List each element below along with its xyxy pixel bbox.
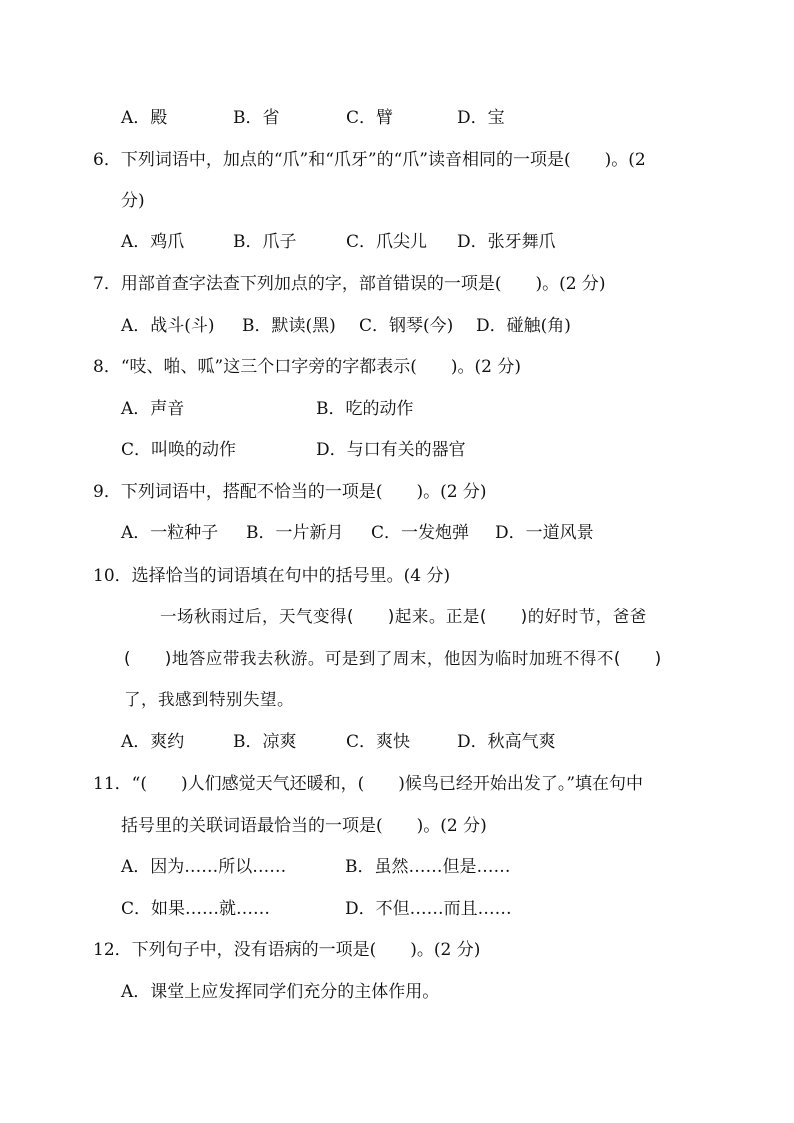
q8-stem: 8．“吱、啪、呱”这三个口字旁的字都表示( )。(2 分) (93, 357, 521, 377)
q8-option-c: C．叫唤的动作 (121, 440, 237, 460)
q12-stem: 12．下列句子中，没有语病的一项是( )。(2 分) (93, 940, 481, 960)
q6-stem-line2: 分) (121, 191, 145, 211)
q10-passage-line3: 了，我感到特别失望。 (124, 690, 294, 709)
q9-stem: 9．下列词语中，搭配不恰当的一项是( )。(2 分) (93, 482, 487, 502)
q10-option-d: D．秋高气爽 (457, 732, 556, 752)
q10-option-c: C．爽快 (346, 732, 411, 752)
q10-option-a: A．爽约 (121, 732, 185, 752)
q11-option-b: B．虽然……但是…… (345, 857, 511, 877)
q9-option-c: C．一发炮弹 (371, 523, 470, 543)
q6-stem-line1: 6．下列词语中，加点的“爪”和“爪牙”的“爪”读音相同的一项是( )。(2 (93, 150, 646, 170)
q7-option-a: A．战斗(斗) (121, 316, 215, 336)
q11-option-a: A．因为……所以…… (121, 857, 287, 877)
q9-option-d: D．一道风景 (495, 523, 594, 543)
q5-option-b: B．省 (233, 108, 280, 128)
q9-option-b: B．一片新月 (246, 523, 344, 543)
q10-stem: 10．选择恰当的词语填在句中的括号里。(4 分) (93, 566, 451, 586)
q8-option-b: B．吃的动作 (316, 399, 414, 419)
q10-option-b: B．凉爽 (233, 732, 297, 752)
q6-option-c: C．爪尖儿 (346, 232, 428, 252)
q7-stem: 7．用部首查字法查下列加点的字，部首错误的一项是( )。(2 分) (93, 274, 606, 294)
q11-stem-line2: 括号里的关联词语最恰当的一项是( )。(2 分) (121, 816, 487, 836)
q11-option-d: D．不但……而且…… (345, 899, 512, 919)
q8-option-d: D．与口有关的器官 (316, 440, 466, 460)
q10-passage-line1: 一场秋雨过后，天气变得( )起来。正是( )的好时节，爸爸 (160, 607, 647, 626)
q10-passage-line2: ( )地答应带我去秋游。可是到了周末，他因为临时加班不得不( ) (124, 649, 662, 668)
q11-option-c: C．如果……就…… (121, 899, 271, 919)
q5-option-a: A．殿 (121, 108, 168, 128)
q8-option-a: A．声音 (121, 399, 185, 419)
q7-option-b: B．默读(黑) (242, 316, 336, 336)
q7-option-d: D．碰触(角) (476, 316, 571, 336)
q6-option-a: A．鸡爪 (121, 232, 185, 252)
q5-option-c: C．臂 (346, 108, 394, 128)
q9-option-a: A．一粒种子 (121, 523, 219, 543)
q6-option-b: B．爪子 (233, 232, 297, 252)
q7-option-c: C．钢琴(今) (359, 316, 454, 336)
q12-option-a: A．课堂上应发挥同学们充分的主体作用。 (121, 982, 440, 1002)
q11-stem-line1: 11．“( )人们感觉天气还暖和，( )候鸟已经开始出发了。”填在句中 (93, 774, 644, 794)
q5-option-d: D．宝 (457, 108, 505, 128)
q6-option-d: D．张牙舞爪 (457, 232, 556, 252)
